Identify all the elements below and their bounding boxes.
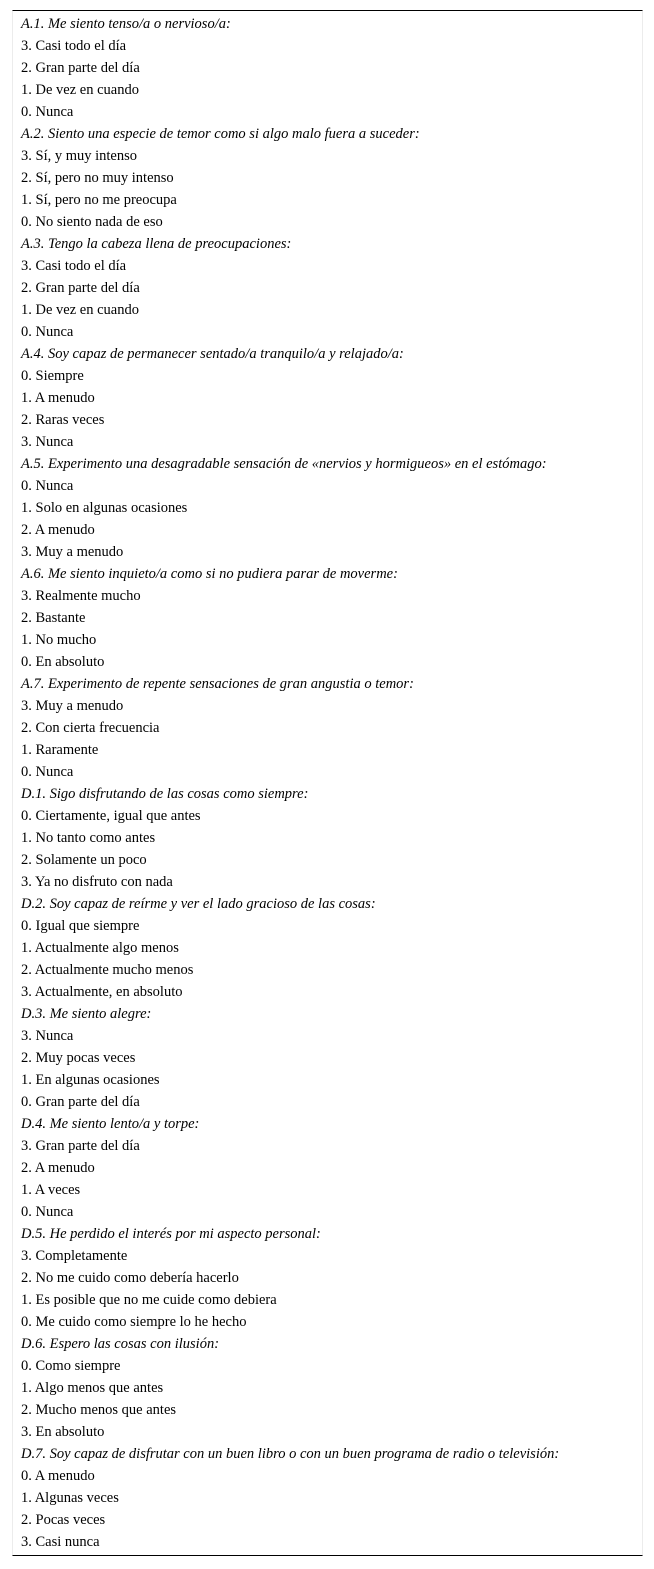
answer-option: 3. Nunca bbox=[21, 434, 74, 450]
answer-option: 3. Muy a menudo bbox=[21, 544, 124, 560]
answer-option: 1. A menudo bbox=[21, 390, 95, 406]
answer-option: 1. No tanto como antes bbox=[21, 830, 156, 846]
answer-option: 3. En absoluto bbox=[21, 1424, 105, 1440]
answer-option: 0. Gran parte del día bbox=[21, 1094, 140, 1110]
answer-option: 0. Nunca bbox=[21, 478, 74, 494]
question-title: D.1. Sigo disfrutando de las cosas como siempre: bbox=[21, 786, 309, 802]
question-title: A.1. Me siento tenso/a o nervioso/a: bbox=[21, 16, 231, 32]
answer-option: 2. Raras veces bbox=[21, 412, 105, 428]
answer-option: 1. Algo menos que antes bbox=[21, 1380, 164, 1396]
answer-option: 2. Gran parte del día bbox=[21, 280, 140, 296]
question-title: D.5. He perdido el interés por mi aspecto personal: bbox=[21, 1226, 321, 1242]
answer-option: 2. Pocas veces bbox=[21, 1512, 106, 1528]
answer-option: 0. Nunca bbox=[21, 764, 74, 780]
answer-option: 1. Sí, pero no me preocupa bbox=[21, 192, 177, 208]
answer-option: 1. De vez en cuando bbox=[21, 82, 139, 98]
answer-option: 2. A menudo bbox=[21, 1160, 95, 1176]
answer-option: 0. Nunca bbox=[21, 104, 74, 120]
answer-option: 0. Nunca bbox=[21, 1204, 74, 1220]
answer-option: 2. Solamente un poco bbox=[21, 852, 147, 868]
question-title: D.2. Soy capaz de reírme y ver el lado gracioso de las cosas: bbox=[21, 896, 376, 912]
answer-option: 3. Ya no disfruto con nada bbox=[21, 874, 173, 890]
answer-option: 2. No me cuido como debería hacerlo bbox=[21, 1270, 239, 1286]
question-title: A.6. Me siento inquieto/a como si no pudiera parar de moverme: bbox=[21, 566, 398, 582]
answer-option: 3. Casi todo el día bbox=[21, 38, 127, 54]
question-title: D.6. Espero las cosas con ilusión: bbox=[21, 1336, 220, 1352]
answer-option: 2. Gran parte del día bbox=[21, 60, 140, 76]
answer-option: 2. Muy pocas veces bbox=[21, 1050, 136, 1066]
answer-option: 0. Nunca bbox=[21, 324, 74, 340]
answer-option: 1. Raramente bbox=[21, 742, 99, 758]
question-title: A.4. Soy capaz de permanecer sentado/a tranquilo/a y relajado/a: bbox=[21, 346, 404, 362]
answer-option: 0. No siento nada de eso bbox=[21, 214, 163, 230]
answer-option: 0. En absoluto bbox=[21, 654, 105, 670]
answer-option: 2. Bastante bbox=[21, 610, 86, 626]
answer-option: 2. Con cierta frecuencia bbox=[21, 720, 160, 736]
answer-option: 0. Siempre bbox=[21, 368, 84, 384]
answer-option: 3. Casi todo el día bbox=[21, 258, 127, 274]
answer-option: 3. Realmente mucho bbox=[21, 588, 141, 604]
questionnaire-table bbox=[12, 10, 643, 1556]
question-title: A.5. Experimento una desagradable sensación de «nervios y hormigueos» en el estómago: bbox=[21, 456, 547, 472]
answer-option: 3. Muy a menudo bbox=[21, 698, 124, 714]
answer-option: 2. Actualmente mucho menos bbox=[21, 962, 194, 978]
answer-option: 1. Actualmente algo menos bbox=[21, 940, 179, 956]
answer-option: 0. A menudo bbox=[21, 1468, 95, 1484]
answer-option: 3. Casi nunca bbox=[21, 1534, 100, 1550]
answer-option: 3. Nunca bbox=[21, 1028, 74, 1044]
answer-option: 2. A menudo bbox=[21, 522, 95, 538]
answer-option: 0. Me cuido como siempre lo he hecho bbox=[21, 1314, 247, 1330]
answer-option: 1. De vez en cuando bbox=[21, 302, 139, 318]
question-title: D.3. Me siento alegre: bbox=[21, 1006, 152, 1022]
question-title: D.7. Soy capaz de disfrutar con un buen libro o con un buen programa de radio o televisión: bbox=[21, 1446, 560, 1462]
answer-option: 0. Como siempre bbox=[21, 1358, 121, 1374]
answer-option: 0. Ciertamente, igual que antes bbox=[21, 808, 201, 824]
question-title: A.2. Siento una especie de temor como si algo malo fuera a suceder: bbox=[21, 126, 420, 142]
answer-option: 3. Actualmente, en absoluto bbox=[21, 984, 183, 1000]
answer-option: 1. Algunas veces bbox=[21, 1490, 119, 1506]
answer-option: 2. Sí, pero no muy intenso bbox=[21, 170, 174, 186]
answer-option: 1. A veces bbox=[21, 1182, 81, 1198]
answer-option: 1. Solo en algunas ocasiones bbox=[21, 500, 188, 516]
answer-option: 1. No mucho bbox=[21, 632, 97, 648]
answer-option: 3. Gran parte del día bbox=[21, 1138, 140, 1154]
answer-option: 1. En algunas ocasiones bbox=[21, 1072, 160, 1088]
answer-option: 3. Completamente bbox=[21, 1248, 128, 1264]
question-title: D.4. Me siento lento/a y torpe: bbox=[21, 1116, 200, 1132]
question-title: A.3. Tengo la cabeza llena de preocupaciones: bbox=[21, 236, 292, 252]
answer-option: 1. Es posible que no me cuide como debiera bbox=[21, 1292, 277, 1308]
answer-option: 2. Mucho menos que antes bbox=[21, 1402, 177, 1418]
answer-option: 0. Igual que siempre bbox=[21, 918, 140, 934]
answer-option: 3. Sí, y muy intenso bbox=[21, 148, 138, 164]
question-title: A.7. Experimento de repente sensaciones de gran angustia o temor: bbox=[21, 676, 414, 692]
